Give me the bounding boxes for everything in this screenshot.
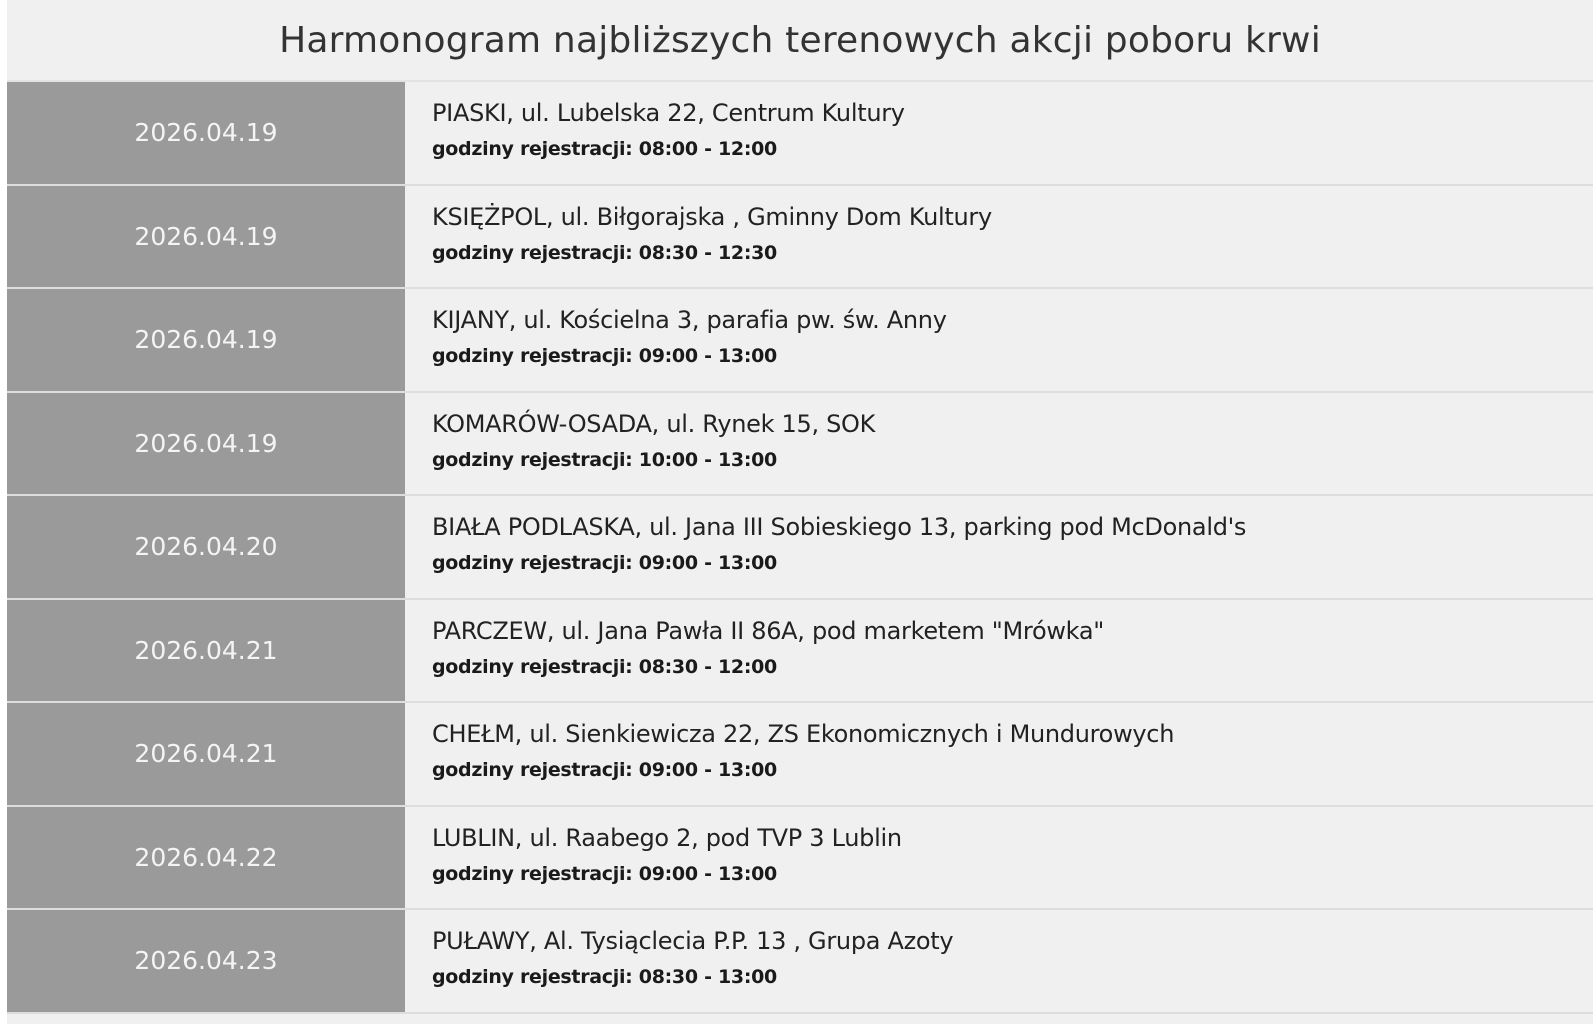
event-info — [405, 496, 1593, 598]
event-row[interactable] — [7, 393, 1593, 497]
event-date: 2026.04.19 — [7, 289, 405, 391]
event-row[interactable] — [7, 600, 1593, 704]
event-info — [405, 807, 1593, 909]
event-row[interactable] — [7, 186, 1593, 290]
event-place: KOMARÓW-OSADA, ul. Rynek 15, SOK — [432, 409, 876, 438]
event-date: 2026.04.21 — [7, 600, 405, 702]
event-date: 2026.04.22 — [7, 807, 405, 909]
event-row[interactable] — [7, 496, 1593, 600]
event-info — [405, 186, 1593, 288]
event-info — [405, 289, 1593, 391]
event-hours: godziny rejestracji: 09:00 - 13:00 — [432, 862, 777, 885]
event-place: PUŁAWY, Al. Tysiąclecia P.P. 13 , Grupa Azoty — [432, 927, 954, 955]
event-hours: godziny rejestracji: 09:00 - 13:00 — [432, 552, 777, 574]
event-date: 2026.04.19 — [7, 186, 405, 288]
event-date: 2026.04.23 — [7, 910, 405, 1012]
event-place: PIASKI, ul. Lubelska 22, Centrum Kultury — [432, 99, 905, 127]
event-place: KSIĘŻPOL, ul. Biłgorajska , Gminny Dom Kultury — [432, 202, 992, 231]
event-row[interactable] — [7, 289, 1593, 393]
event-hours: godziny rejestracji: 09:00 - 13:00 — [432, 759, 777, 781]
event-hours: godziny rejestracji: 09:00 - 13:00 — [432, 345, 777, 367]
event-date: 2026.04.20 — [7, 496, 405, 598]
event-place: PARCZEW, ul. Jana Pawła II 86A, pod marketem "Mrówka" — [432, 616, 1104, 645]
event-row[interactable] — [7, 703, 1593, 807]
event-hours: godziny rejestracji: 08:30 - 12:30 — [432, 241, 777, 264]
event-hours: godziny rejestracji: 08:00 - 12:00 — [432, 138, 777, 160]
event-info — [405, 82, 1593, 184]
event-place: LUBLIN, ul. Raabego 2, pod TVP 3 Lublin — [432, 823, 902, 852]
event-info — [405, 910, 1593, 1012]
event-hours: godziny rejestracji: 08:30 - 12:00 — [432, 655, 777, 678]
event-row[interactable] — [7, 910, 1593, 1014]
event-info — [405, 703, 1593, 805]
event-info — [405, 600, 1593, 702]
event-date: 2026.04.21 — [7, 703, 405, 805]
event-date: 2026.04.19 — [7, 393, 405, 495]
schedule-panel — [7, 0, 1593, 1024]
event-date: 2026.04.19 — [7, 82, 405, 184]
event-list — [7, 82, 1593, 1014]
event-row[interactable] — [7, 82, 1593, 186]
event-row[interactable] — [7, 807, 1593, 911]
event-info — [405, 393, 1593, 495]
event-hours: godziny rejestracji: 08:30 - 13:00 — [432, 966, 777, 988]
event-place: BIAŁA PODLASKA, ul. Jana III Sobieskiego 13, parking pod McDonald's — [432, 513, 1247, 541]
page-title: Harmonogram najbliższych terenowych akcji poboru krwi — [7, 0, 1593, 82]
event-place: CHEŁM, ul. Sienkiewicza 22, ZS Ekonomicznych i Mundurowych — [432, 720, 1175, 748]
event-place: KIJANY, ul. Kościelna 3, parafia pw. św. Anny — [432, 306, 947, 334]
event-hours: godziny rejestracji: 10:00 - 13:00 — [432, 448, 777, 471]
